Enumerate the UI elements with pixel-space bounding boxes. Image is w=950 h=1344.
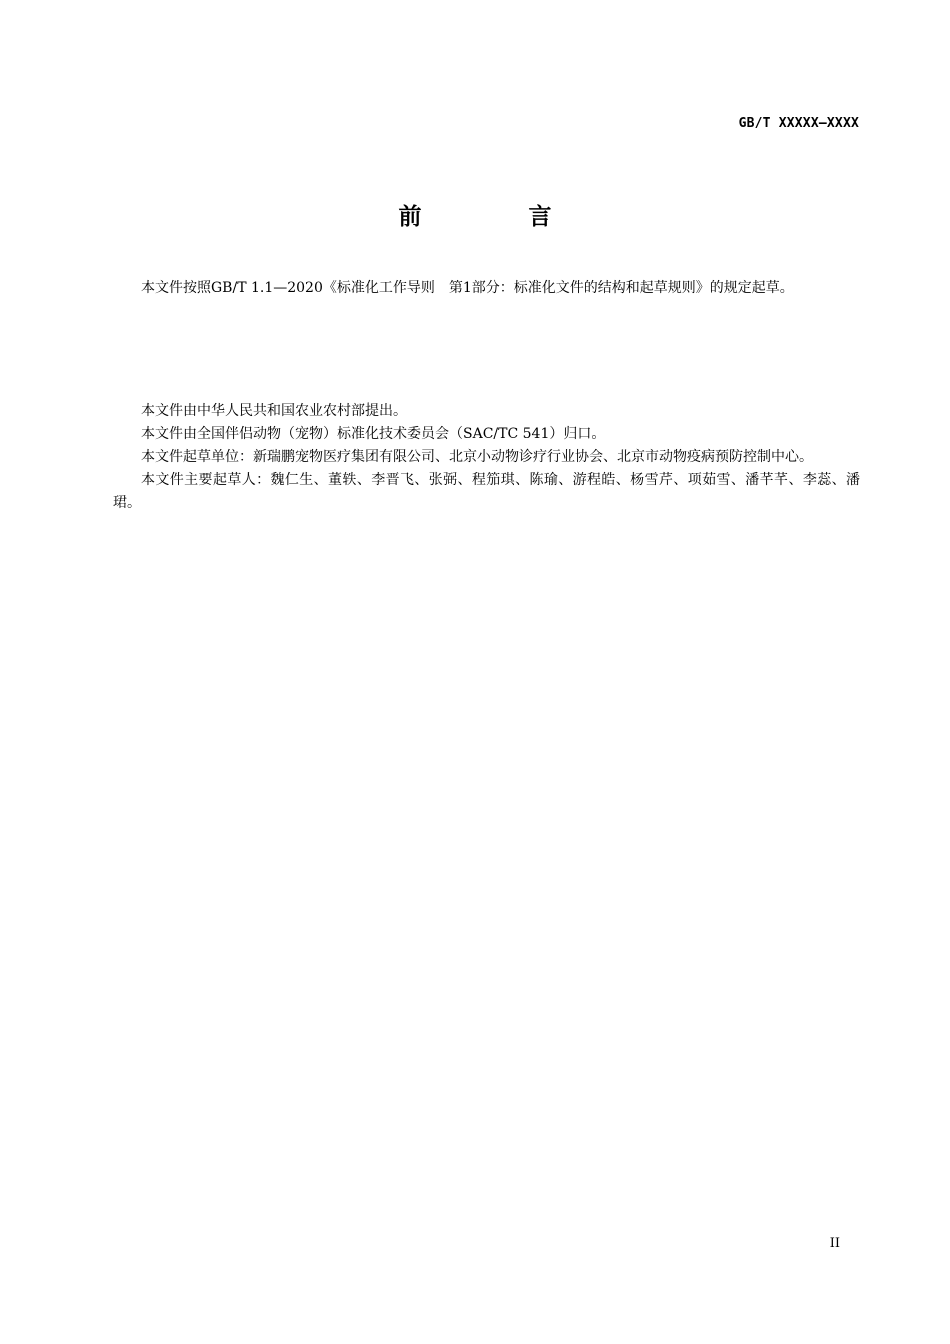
page-title: 前 言	[398, 204, 594, 230]
paragraph-proposer: 本文件由中华人民共和国农业农村部提出。	[141, 403, 407, 419]
drafting-basis-section	[113, 277, 860, 300]
paragraph-drafting-units: 本文件起草单位：新瑞鹏宠物医疗集团有限公司、北京小动物诊疗行业协会、北京市动物疫病预防控制中心。	[141, 449, 813, 465]
paragraph-technical-committee: 本文件由全国伴侣动物（宠物）标准化技术委员会（SAC/TC 541）归口。	[141, 426, 606, 442]
page-number: II	[829, 1236, 840, 1251]
standard-code: GB/T XXXXX—XXXX	[738, 116, 859, 131]
paragraph-main-drafters: 本文件主要起草人：魏仁生、董轶、李晋飞、张弼、程笳琪、陈瑜、游程皓、杨雪芹、项茹雪、潘芊芊、李蕊、潘珺。	[113, 472, 860, 511]
foreword-details-section	[113, 400, 860, 515]
paragraph-drafting-rules: 本文件按照GB/T 1.1—2020《标准化工作导则 第1部分：标准化文件的结构和起草规则》的规定起草。	[141, 280, 794, 296]
